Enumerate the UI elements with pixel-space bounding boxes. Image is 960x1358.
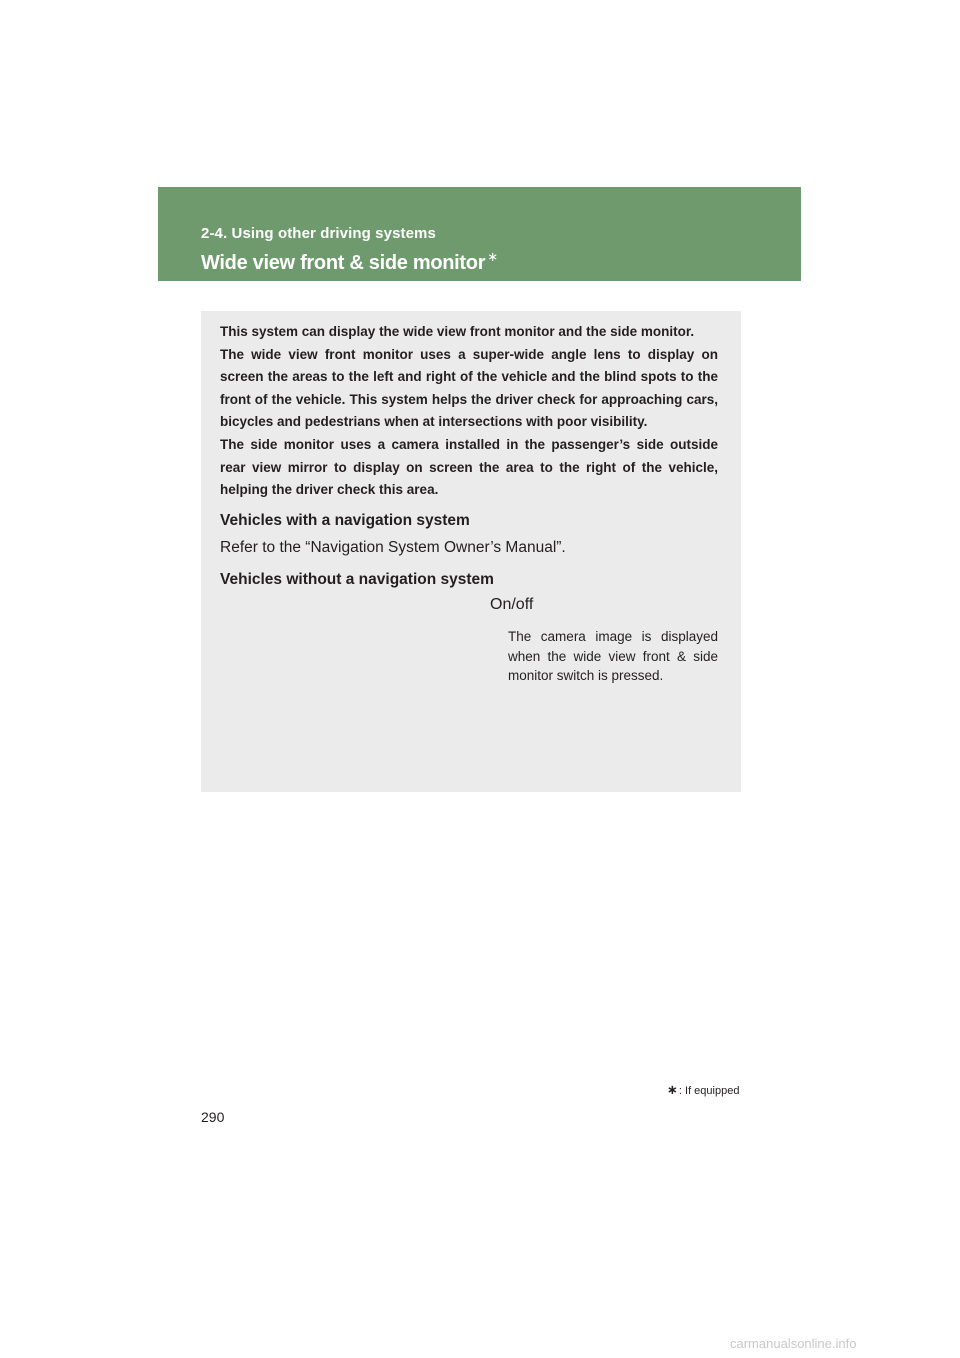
section-label: 2-4. Using other driving systems bbox=[201, 225, 436, 242]
footnote bbox=[667, 1082, 739, 1098]
nav-system-reference: Refer to the “Navigation System Owner’s Manual”. bbox=[220, 539, 566, 556]
content-box bbox=[201, 311, 741, 792]
watermark: carmanualsonline.info bbox=[730, 1336, 857, 1351]
intro-line-2: The wide view front monitor uses a super-wide angle lens to display on screen the areas to the left and right of the vehicle and the blind spots to the front of the vehicle. This system helps the driver check for approaching cars, bicycles and pedestrians when at intersections with poor visibility. bbox=[220, 346, 718, 430]
footnote-text: : If equipped bbox=[678, 1085, 740, 1097]
intro-text bbox=[220, 321, 718, 502]
nav-system-heading: Vehicles with a navigation system bbox=[220, 512, 470, 529]
page-title-text: Wide view front & side monitor bbox=[201, 252, 486, 274]
no-nav-system-heading: Vehicles without a navigation system bbox=[220, 571, 494, 588]
intro-line-3: The side monitor uses a camera installed in the passenger’s side outside rear view mirror to display on screen the area to the right of the vehicle, helping the driver check this area. bbox=[220, 436, 718, 498]
page-number: 290 bbox=[201, 1109, 225, 1125]
page-title bbox=[201, 249, 498, 275]
intro-line-1: This system can display the wide view front monitor and the side monitor. bbox=[220, 324, 695, 339]
section-header-band bbox=[158, 187, 801, 281]
if-equipped-mark: ∗ bbox=[487, 249, 498, 264]
footnote-mark: ∗ bbox=[667, 1082, 678, 1097]
camera-description: The camera image is displayed when the wide view front & side monitor switch is pressed. bbox=[508, 629, 718, 684]
onoff-label: On/off bbox=[490, 596, 534, 613]
